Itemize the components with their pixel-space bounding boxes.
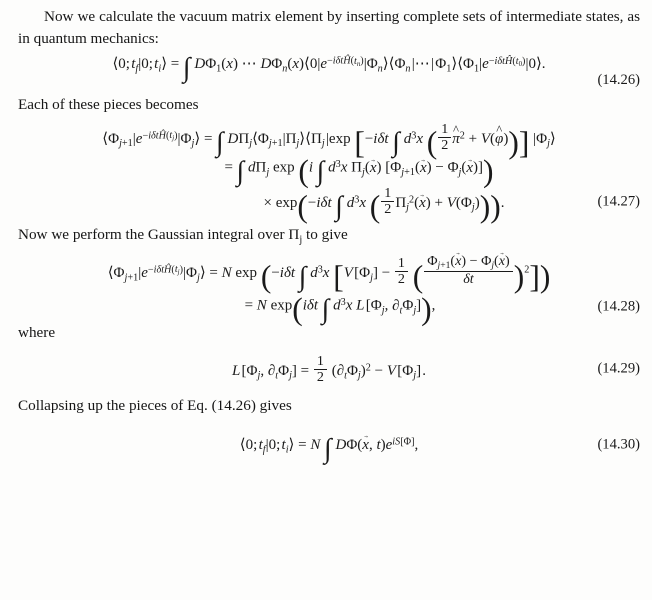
equation-14-27-line2: = ∫ $d\Pi_j$ exp (i ∫ $d^3x$ $\Pi_j(x$ →) [$\Phi_{j+1}(x$ →) − $\Phi_j(x$ →)]) <box>78 159 640 178</box>
equation-14-30-number: (14.30) <box>597 436 640 453</box>
paragraph-each-piece-text: Each of these pieces becomes <box>18 96 199 114</box>
equation-14-28-number: (14.28) <box>597 298 640 315</box>
paragraph-intro <box>18 6 640 49</box>
paragraph-gaussian-text: Now we perform the Gaussian integral over Π <box>18 225 300 243</box>
equation-14-26-body: ⟨0; $t_f|0$; $t_i⟩$ = ∫ $D\Phi_1(x)$ ⋯ $D\Phi_n(x)⟨0|e^{-i\delta tĤ(t_n)}|\Phi_n⟩⟨\Phi_n$ |⋯ | $\Phi_1⟩⟨\Phi_1|e^{-i\delta tĤ(t_0)}|0⟩$. <box>112 52 546 84</box>
equation-14-29 <box>18 354 640 385</box>
equation-14-27-number: (14.27) <box>597 193 640 210</box>
equation-14-28 <box>18 252 640 327</box>
paragraph-collapsing <box>18 395 640 417</box>
equation-14-26 <box>18 54 640 89</box>
equation-14-28-line2: = N exp(iδt ∫ $d^3x$ L [$\Phi_j$, $\partial_t\Phi_j$]), <box>244 291 436 327</box>
equation-14-27-line1: $⟨\Phi_{j+1}|e^{-i\delta tĤ(t_j)}|\Phi_j⟩$ = ∫ $D\Pi_j⟨\Phi_{j+1}|\Pi_j⟩⟨\Pi_j$ |exp [−iδt ∫ $d^3x$ ( $\frac{1}{2}$ π ^$^2$ + V(φ ^))] $|\Phi_j⟩$ <box>18 122 640 153</box>
paragraph-each-piece <box>18 94 640 116</box>
paragraph-gaussian <box>18 224 640 248</box>
page-content <box>18 6 640 465</box>
equation-14-29-number: (14.29) <box>597 360 640 377</box>
equation-14-26-number: (14.26) <box>597 72 640 89</box>
equation-14-30 <box>18 433 640 465</box>
paragraph-intro-text: Now we calculate the vacuum matrix element by inserting complete sets of intermediate states, as in quantum mechanics: <box>18 8 640 47</box>
equation-14-29-body: L [$\Phi_j$, $\partial_t\Phi_j$] = $\frac{1}{2}$ $(\partial_t\Phi_j)^2 - V$ $[\Phi_j]$ . <box>231 352 427 385</box>
paragraph-where-text: where <box>18 324 56 342</box>
equation-14-27-line3: × exp(−iδt ∫ $d^3x$ ( $\frac{1}{2}$ $\Pi_j^2(x$ →) + $V(\Phi_j)$)). <box>128 186 640 217</box>
equation-14-28-line1: $⟨\Phi_{j+1}|e^{-i\delta tĤ(t_j)}|\Phi_j⟩ = N$ exp (−iδt ∫ $d^3x$ [V $[\Phi_j]$ − $\frac{1}{2}$ ( $\frac{\Phi_{j+1}(x \to) - \Phi_j(x \to)}{\delta t}$ )$^2$]) <box>18 254 640 288</box>
paragraph-gaussian-rest: to give <box>302 225 348 243</box>
paragraph-gaussian-sub: j <box>299 233 303 245</box>
equation-14-30-body: ⟨0; $t_f|0$; $t_i⟩ = N$ ∫ DΦ(x →, $t)e^{iS[\Phi]}$, <box>18 435 640 455</box>
paragraph-where <box>18 322 640 344</box>
equation-14-27 <box>18 120 640 225</box>
paragraph-collapsing-text: Collapsing up the pieces of Eq. (14.26) gives <box>18 397 292 415</box>
